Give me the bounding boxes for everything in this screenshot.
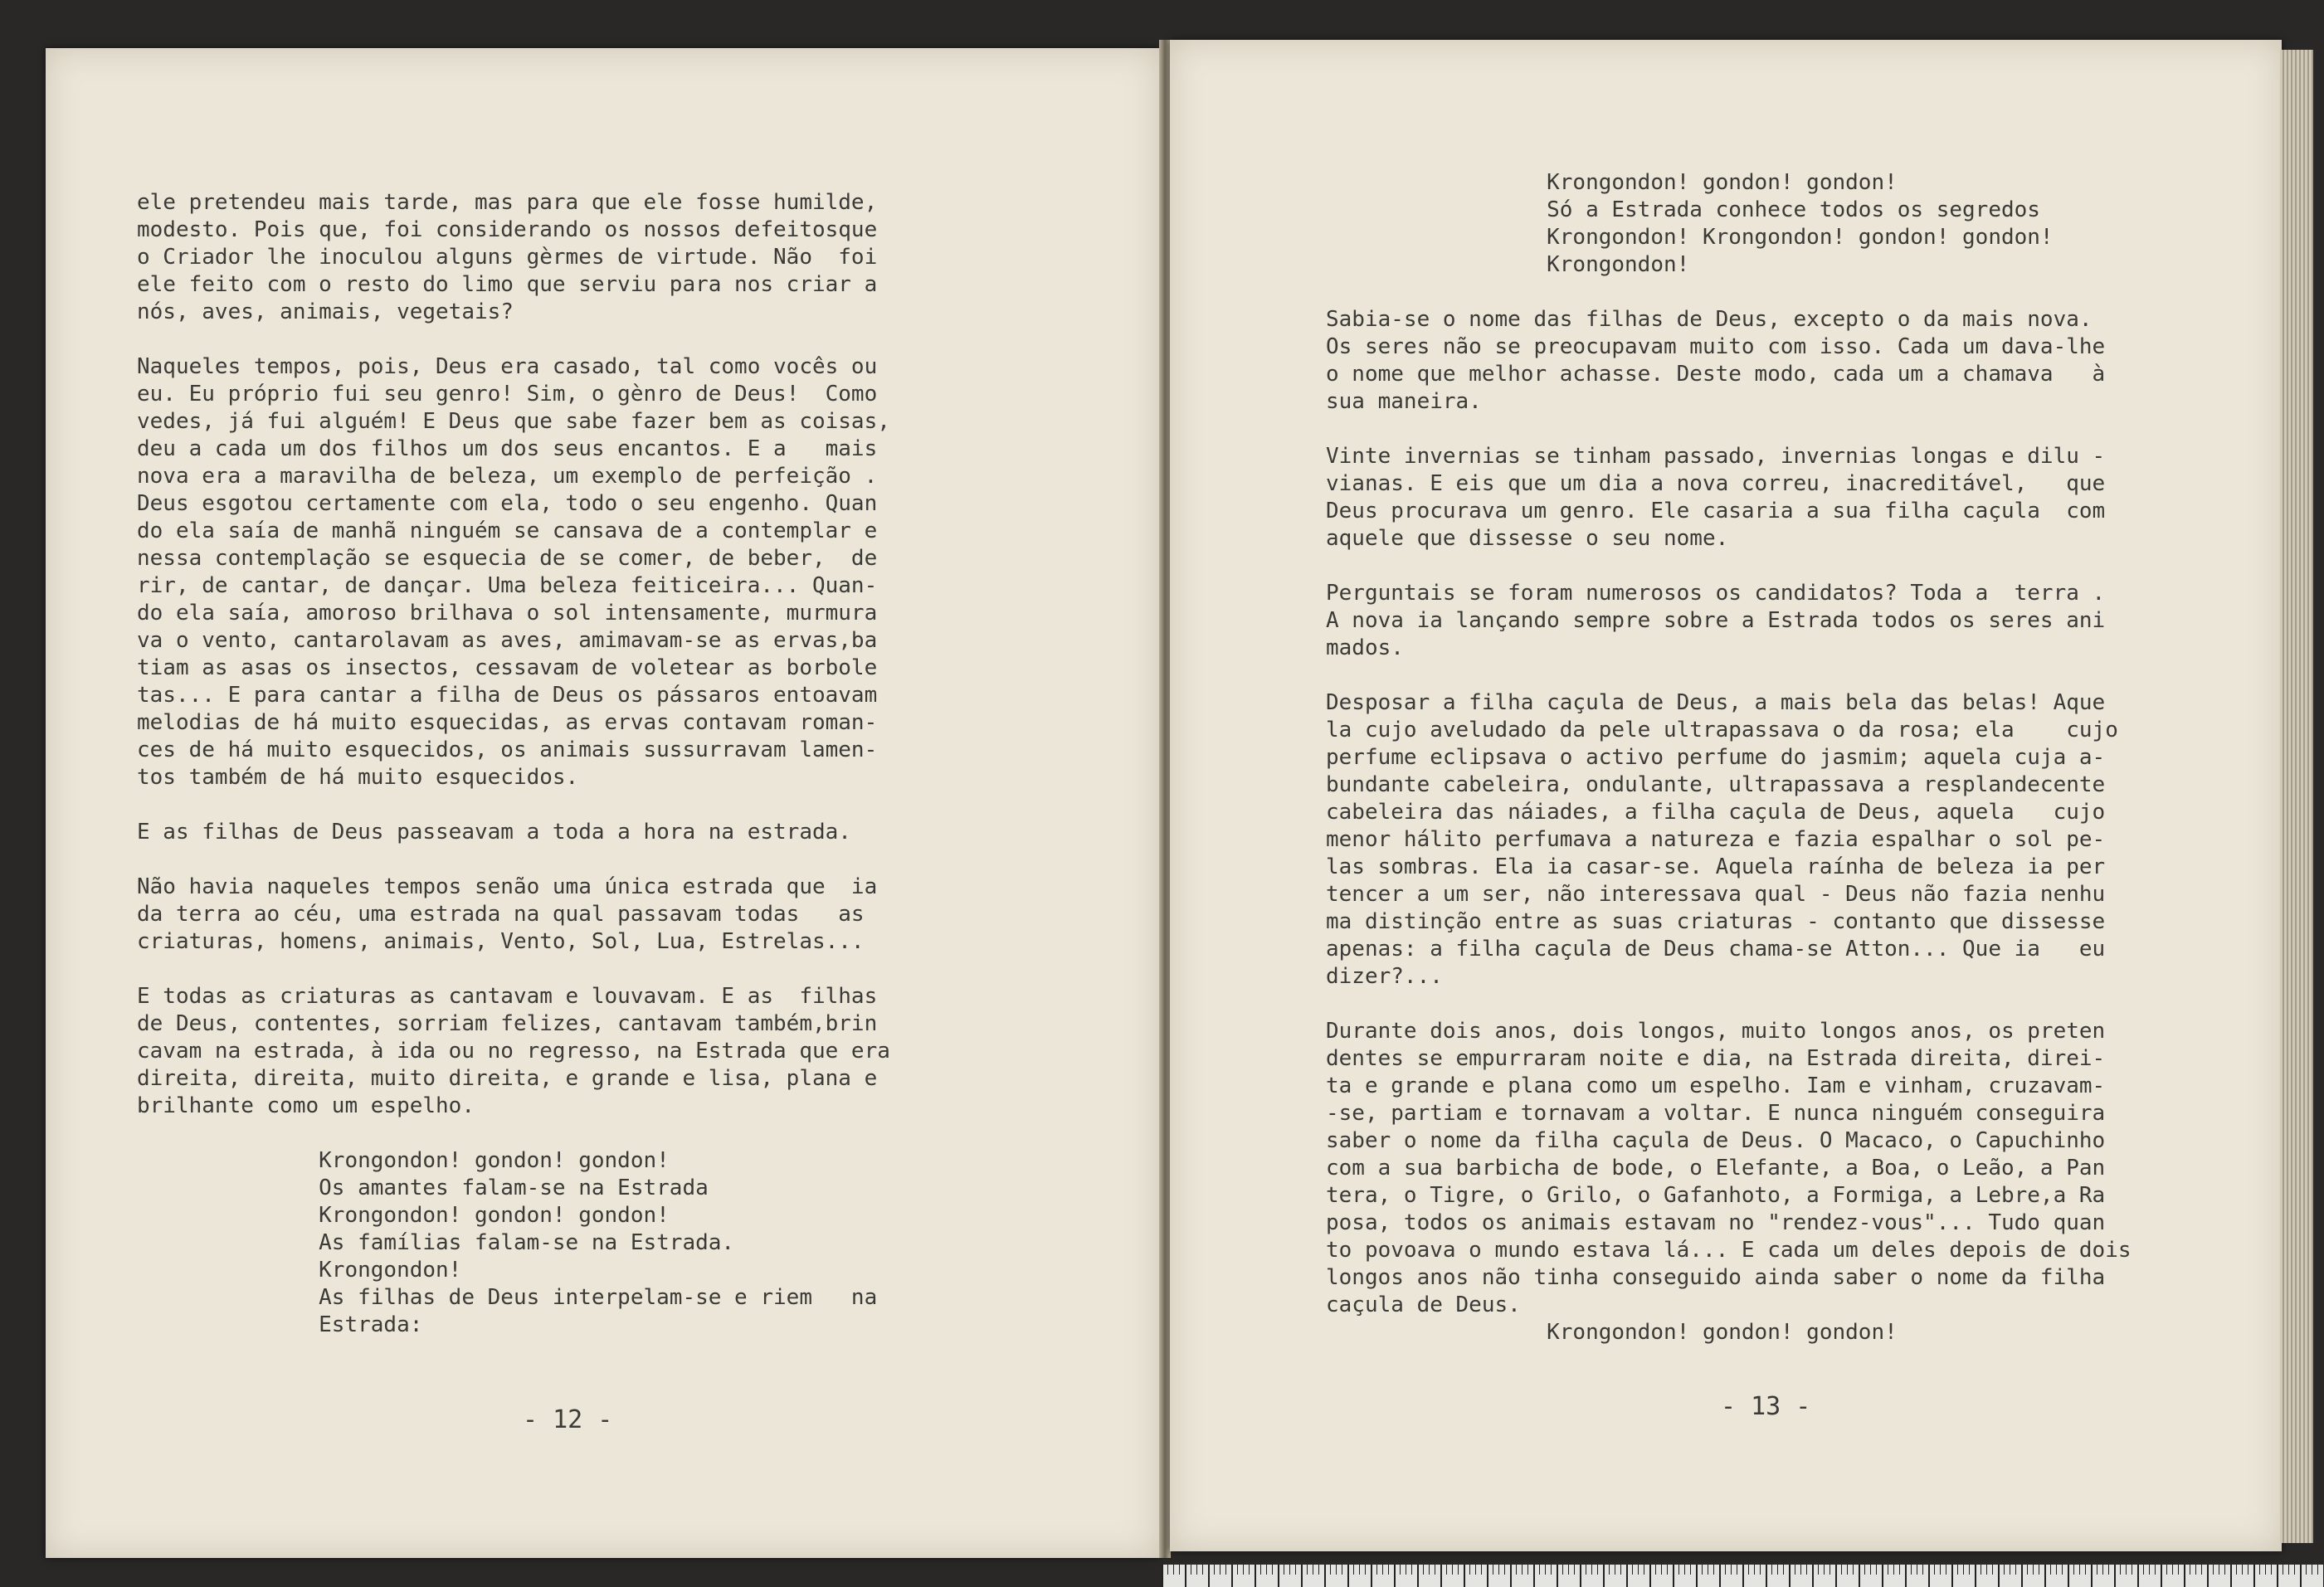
- book-gutter: [1159, 40, 1171, 1558]
- right-page-number: - 13 -: [1721, 1392, 1811, 1421]
- left-page-text: ele pretendeu mais tarde, mas para que ele fosse humilde, modesto. Pois que, foi considerando os nossos defeitosque o Criador lhe inoculou alguns gèrmes de virtude. Não foi ele feito com o resto do limo que serviu para nos criar a nós, aves, animais, vegetais? Naqueles tempos, pois, Deus era casado, tal como vocês ou eu. Eu próprio fui seu genro! Sim, o gènro de Deus! Como vedes, já fui alguém! E Deus que sabe fazer bem as coisas, deu a cada um dos filhos um dos seus encantos. E a mais nova era a maravilha de beleza, um exemplo de perfeição . Deus esgotou certamente com ela, todo o seu engenho. Quan do ela saía de manhã ninguém se cansava de a contemplar e nessa contemplação se esquecia de se comer, de beber, de rir, de cantar, de dançar. Uma beleza feiticeira... Quan- do ela saía, amoroso brilhava o sol intensamente, murmura va o vento, cantarolavam as aves, amimavam-se as ervas,ba tiam as asas os insectos, cessavam de voletear as borbole tas... E para cantar a filha de Deus os pássaros entoavam melodias de há muito esquecidas, as ervas contavam roman- ces de há muito esquecidos, os animais sussurravam lamen- tos também de há muito esquecidos. E as filhas de Deus passeavam a toda a hora na estrada. Não havia naqueles tempos senão uma única estrada que ia da terra ao céu, uma estrada na qual passavam todas as criaturas, homens, animais, Vento, Sol, Lua, Estrelas... E todas as criaturas as cantavam e louvavam. E as filhas de Deus, contentes, sorriam felizes, cantavam também,brin cavam na estrada, à ida ou no regresso, na Estrada que era direita, direita, muito direita, e grande e lisa, plana e brilhante como um espelho. Krongondon! gondon! gondon! Os amantes falam-se na Estrada Krongondon! gondon! gondon! As famílias falam-se na Estrada. Krongondon! As filhas de Deus interpelam-se e riem na Estrada:: [137, 190, 890, 1337]
- left-page-number: - 12 -: [523, 1405, 613, 1434]
- page-edges: [2280, 50, 2313, 1543]
- right-page-text: Krongondon! gondon! gondon! Só a Estrada conhece todos os segredos Krongondon! Krongondon! gondon! gondon! Krongondon! Sabia-se o nome das filhas de Deus, excepto o da mais nova. Os seres não se preocupavam muito com isso. Cada um dava-lhe o nome que melhor achasse. Deste modo, cada um a chamava à sua maneira. Vinte invernias se tinham passado, invernias longas e dilu - vianas. E eis que um dia a nova correu, inacreditável, que Deus procurava um genro. Ele casaria a sua filha caçula com aquele que dissesse o seu nome. Perguntais se foram numerosos os candidatos? Toda a terra . A nova ia lançando sempre sobre a Estrada todos os seres ani mados. Desposar a filha caçula de Deus, a mais bela das belas! Aque la cujo aveludado da pele ultrapassava o da rosa; ela cujo perfume eclipsava o activo perfume do jasmim; aquela cuja a- bundante cabeleira, ondulante, ultrapassava a resplandecente cabeleira das náiades, a filha caçula de Deus, aquela cujo menor hálito perfumava a natureza e fazia espalhar o sol pe- las sombras. Ela ia casar-se. Aquela raínha de beleza ia per tencer a um ser, não interessava qual - Deus não fazia nenhu ma distinção entre as suas criaturas - contanto que dissesse apenas: a filha caçula de Deus chama-se Atton... Que ia eu dizer?... Durante dois anos, dois longos, muito longos anos, os preten dentes se empurraram noite e dia, na Estrada direita, direi- ta e grande e plana como um espelho. Iam e vinham, cruzavam- -se, partiam e tornavam a voltar. E nunca ninguém conseguira saber o nome da filha caçula de Deus. O Macaco, o Capuchinho com a sua barbicha de bode, o Elefante, a Boa, o Leão, a Pan tera, o Tigre, o Grilo, o Gafanhoto, a Formiga, a Lebre,a Ra posa, todos os animais estavam no "rendez-vous"... Tudo quan to povoava o mundo estava lá... E cada um deles depois de dois longos anos não tinha conseguido ainda saber o nome da filha caçula de Deus. Krongondon! gondon! gondon!: [1326, 170, 2132, 1345]
- scale-ruler: [1162, 1565, 2324, 1587]
